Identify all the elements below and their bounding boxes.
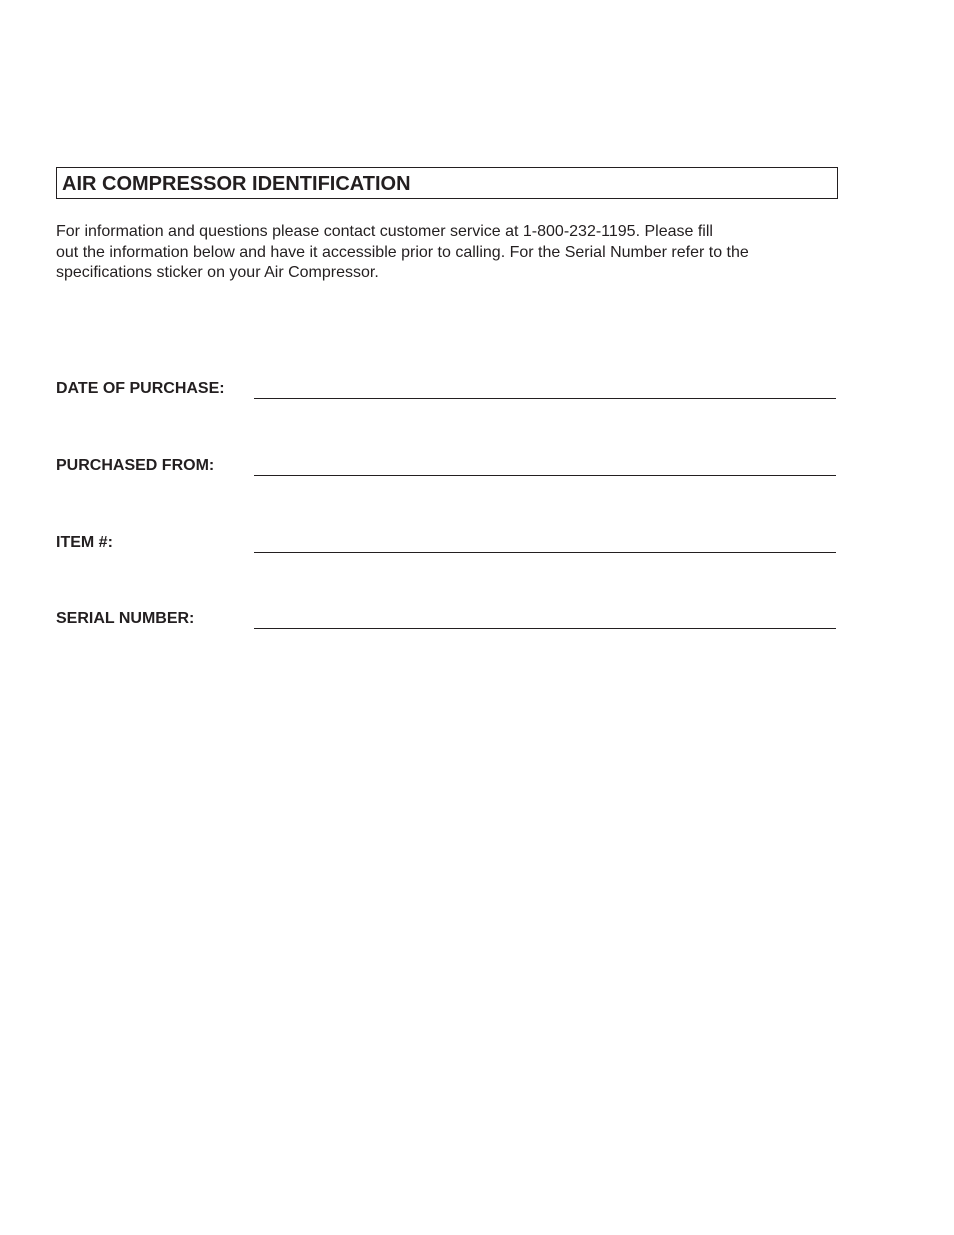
- field-row-serial-number: [56, 609, 836, 631]
- section-title-box: [56, 167, 838, 199]
- field-row-purchased-from: [56, 456, 836, 478]
- field-label-item-number: ITEM #:: [56, 534, 113, 551]
- intro-line: For information and questions please contact customer service at 1-800-232-1195. Please fill: [56, 223, 713, 240]
- field-row-date-of-purchase: [56, 379, 836, 401]
- intro-paragraph: [56, 222, 816, 284]
- section-title: AIR COMPRESSOR IDENTIFICATION: [62, 173, 411, 195]
- field-label-serial-number: SERIAL NUMBER:: [56, 610, 195, 627]
- fill-in-line-date-of-purchase[interactable]: [254, 398, 836, 399]
- intro-line: specifications sticker on your Air Compressor.: [56, 264, 379, 281]
- field-label-purchased-from: PURCHASED FROM:: [56, 457, 215, 474]
- intro-line: out the information below and have it accessible prior to calling. For the Serial Number refer to the: [56, 243, 749, 261]
- field-label-date-of-purchase: DATE OF PURCHASE:: [56, 380, 225, 397]
- field-row-item-number: [56, 533, 836, 555]
- fill-in-line-item-number[interactable]: [254, 552, 836, 553]
- fill-in-line-serial-number[interactable]: [254, 628, 836, 629]
- fill-in-line-purchased-from[interactable]: [254, 475, 836, 476]
